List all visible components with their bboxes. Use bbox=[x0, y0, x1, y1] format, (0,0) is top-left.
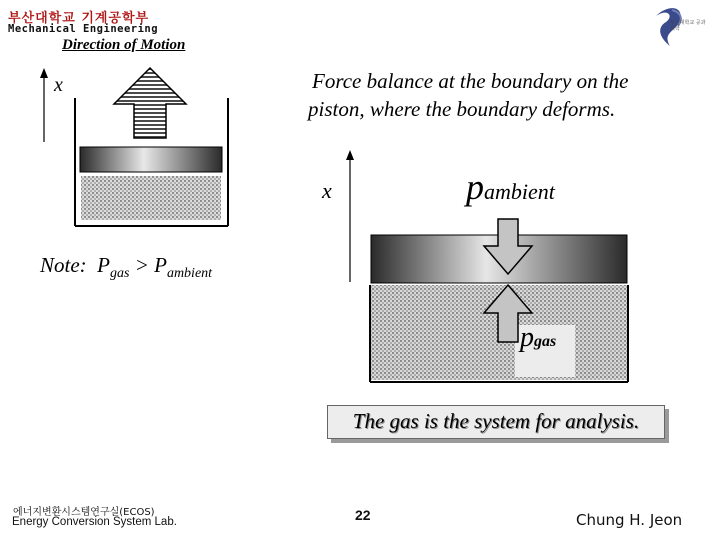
caption-box bbox=[327, 405, 665, 439]
page-number: 22 bbox=[355, 507, 371, 523]
note-p-gas-symbol: P bbox=[97, 253, 110, 277]
note-relation: > bbox=[129, 253, 155, 277]
note-p-gas-subscript: gas bbox=[109, 266, 130, 282]
header-department-name: Mechanical Engineering bbox=[8, 23, 159, 35]
right-x-axis-arrow bbox=[346, 150, 354, 282]
p-gas-subscript: gas bbox=[534, 333, 557, 350]
direction-of-motion-title: Direction of Motion bbox=[62, 37, 186, 53]
left-x-axis-label: x bbox=[54, 74, 63, 96]
note-p-ambient-symbol: P bbox=[154, 253, 167, 277]
footer-lab-korean: 에너지변환시스템연구실(ECOS) bbox=[13, 507, 155, 518]
force-balance-heading-line2: piston, where the boundary deforms. bbox=[308, 97, 616, 121]
note-p-ambient-subscript: ambient bbox=[166, 266, 213, 282]
right-x-axis-label: x bbox=[322, 178, 332, 203]
footer-lab-english: Energy Conversion System Lab. bbox=[12, 516, 177, 528]
force-balance-heading-line1: Force balance at the boundary on the bbox=[312, 69, 629, 93]
logo-text: 부산대학교 공과대학 bbox=[670, 20, 706, 32]
note-prefix: Note: bbox=[40, 253, 87, 277]
p-ambient-label bbox=[466, 166, 555, 208]
caption-text: The gas is the system for analysis. bbox=[352, 409, 640, 433]
p-gas-symbol: p bbox=[520, 322, 534, 353]
p-gas-label bbox=[520, 322, 556, 354]
note-text bbox=[40, 253, 212, 282]
author-name: Chung H. Jeon bbox=[576, 511, 683, 529]
p-ambient-subscript: ambient bbox=[484, 179, 555, 204]
header-university-name: 부산대학교 기계공학부 bbox=[8, 11, 150, 26]
p-ambient-symbol: p bbox=[466, 167, 484, 207]
